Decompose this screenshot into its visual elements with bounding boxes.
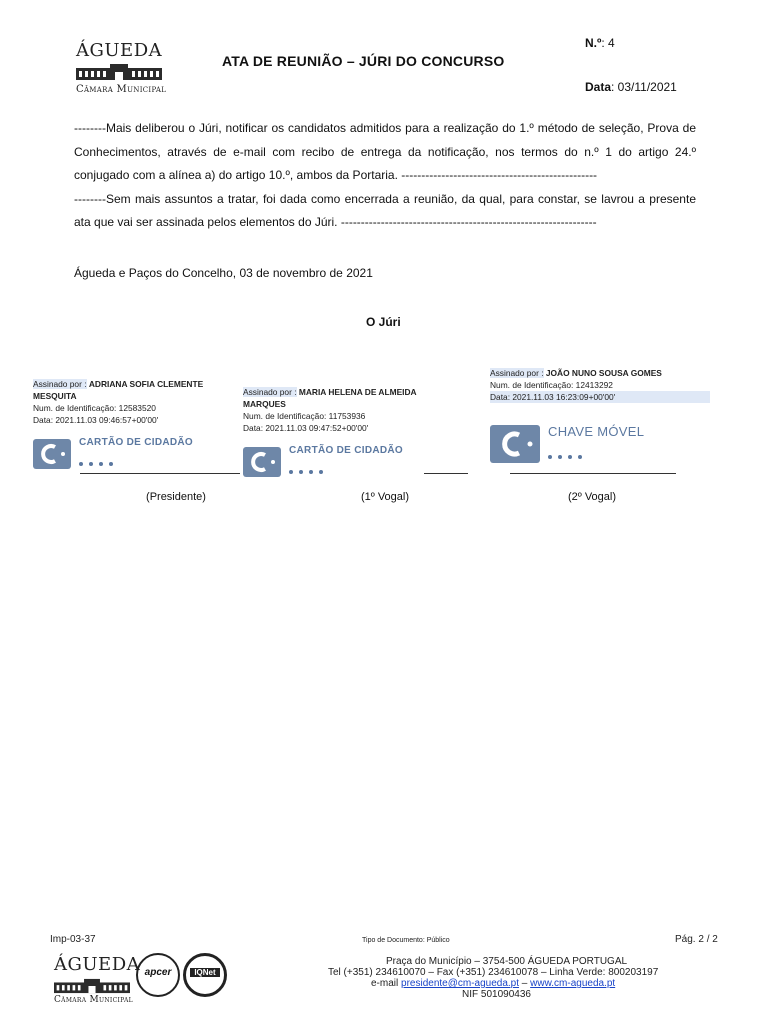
cert-label: IQNet <box>190 968 220 977</box>
citizen-card-icon <box>33 439 71 469</box>
citizen-card-icon <box>243 447 281 477</box>
badge-label: CARTÃO DE CIDADÃO <box>289 445 403 456</box>
footer-phones: Tel (+351) 234610070 – Fax (+351) 234610078 – Linha Verde: 800203197 <box>328 967 659 978</box>
minute-number <box>585 36 615 50</box>
page-number: Pág. 2 / 2 <box>675 934 718 945</box>
city-hall-icon <box>76 64 162 80</box>
date-label: Data <box>585 80 612 94</box>
role-presidente: (Presidente) <box>146 491 206 503</box>
signature-line-3 <box>510 473 676 474</box>
website-link[interactable]: www.cm-agueda.pt <box>530 978 616 989</box>
signed-by-label: Assinado por : <box>243 387 297 397</box>
footer-address: Praça do Município – 3754-500 ÁGUEDA PORTUGAL <box>386 956 628 967</box>
badge-label: CARTÃO DE CIDADÃO <box>79 437 193 448</box>
footer-nif: NIF 501090436 <box>462 989 531 1000</box>
footer-contacts <box>371 978 615 989</box>
signer-id: Num. de Identificação: 12583520 <box>33 403 156 413</box>
signature-line-1 <box>80 473 240 474</box>
city-hall-icon <box>54 978 130 994</box>
signature-presidente <box>33 378 238 426</box>
separator: – <box>521 978 528 989</box>
logo-wordmark: ÁGUEDA <box>54 954 141 975</box>
signer-name: MARIA HELENA DE ALMEIDA MARQUES <box>243 387 417 409</box>
date-value: : 03/11/2021 <box>611 80 677 94</box>
mobile-key-icon <box>490 425 540 463</box>
document-title: ATA DE REUNIÃO – JÚRI DO CONCURSO <box>222 53 505 69</box>
badge-dots <box>79 451 193 470</box>
signature-vogal-1 <box>243 386 453 434</box>
signature-date: Data: 2021.11.03 09:46:57+00'00' <box>33 415 159 425</box>
signer-id: Num. de Identificação: 12413292 <box>490 380 613 390</box>
number-label: N.º <box>585 36 602 50</box>
email-label: e-mail <box>371 978 399 989</box>
paragraph-closing: --------Sem mais assuntos a tratar, foi dada como encerrada a reunião, da qual, para constar, se lavrou a presente ata que vai ser assinada pelos elementos do Júri. ---------------------------------------------------------------- <box>74 191 696 229</box>
role-vogal-2: (2º Vogal) <box>567 491 617 503</box>
place-and-date: Águeda e Paços do Concelho, 03 de novembro de 2021 <box>74 266 373 280</box>
cert-label: apcer <box>140 967 176 978</box>
signature-line-2 <box>424 473 468 474</box>
signature-date: Data: 2021.11.03 09:47:52+00'00' <box>243 423 369 433</box>
signer-name: ADRIANA SOFIA CLEMENTE MESQUITA <box>33 379 204 401</box>
logo-subtitle: Câmara Municipal <box>54 995 133 1005</box>
paragraph-notification: --------Mais deliberou o Júri, notificar os candidatos admitidos para a realização do 1.º método de seleção, Prova de Conhecimentos, através de e-mail com recibo de entrega da notificação, nos termos do n.º 1 do artigo 24.º conjugado com a alínea a) do artigo 10.º, ambos da Portaria. ------------------------------------------------- <box>74 121 696 182</box>
jury-title: O Júri <box>366 315 401 329</box>
document-type: Tipo de Documento: Público <box>362 937 450 944</box>
iqnet-certification-seal <box>183 953 227 997</box>
badge-label: CHAVE MÓVEL <box>548 424 645 439</box>
minute-date <box>585 80 677 94</box>
cartao-cidadao-badge-1 <box>33 437 193 470</box>
badge-dots <box>548 444 644 463</box>
signature-name-line <box>243 386 453 410</box>
cartao-cidadao-badge-2 <box>243 445 403 478</box>
body-text <box>74 117 696 235</box>
logo-subtitle: Câmara Municipal <box>76 84 167 95</box>
role-vogal-1: (1º Vogal) <box>360 491 410 503</box>
signer-name: JOÃO NUNO SOUSA GOMES <box>545 368 662 378</box>
email-link[interactable]: presidente@cm-agueda.pt <box>401 978 520 989</box>
signer-id: Num. de Identificação: 11753936 <box>243 411 366 421</box>
header-logo <box>74 40 174 98</box>
form-code: Imp-03-37 <box>50 934 96 945</box>
signature-name-line <box>490 367 710 379</box>
logo-wordmark: ÁGUEDA <box>76 40 163 61</box>
signature-date: Data: 2021.11.03 16:23:09+00'00' <box>490 391 710 403</box>
signed-by-label: Assinado por : <box>490 368 544 378</box>
signature-vogal-2 <box>490 367 710 403</box>
signature-name-line <box>33 378 238 402</box>
badge-dots <box>289 459 403 478</box>
number-value: : 4 <box>601 36 615 50</box>
signed-by-label: Assinado por : <box>33 379 87 389</box>
chave-movel-badge <box>490 424 644 463</box>
apcer-certification-seal <box>136 953 180 997</box>
